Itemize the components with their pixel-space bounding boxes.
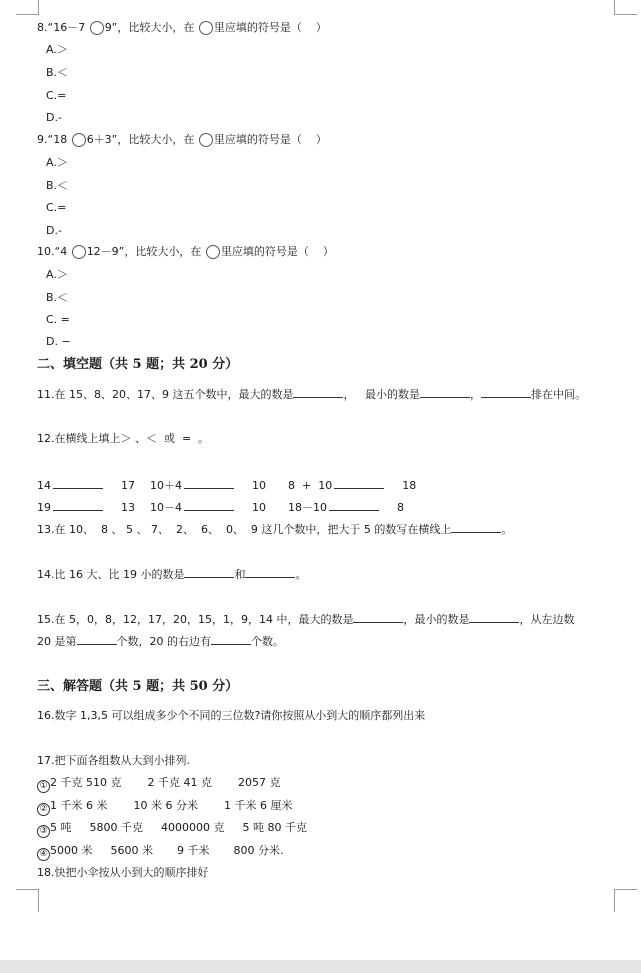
q8-text-b: 9”，比较大小，在 <box>104 21 198 34</box>
question-15-line-2 <box>37 633 284 650</box>
q17-item: 9 千米 <box>177 844 210 857</box>
question-16: 16.数字 1,3,5 可以组成多少个不同的三位数?请你按照从小到大的顺序都列出来 <box>37 709 426 722</box>
answer-blank[interactable] <box>53 499 103 511</box>
q17-item: 5 吨 80 千克 <box>242 821 307 834</box>
circle-blank <box>72 245 86 259</box>
q17-row <box>37 843 284 861</box>
question-12: 12.在横线上填上＞ 、＜ 或 = 。 <box>37 432 210 445</box>
answer-blank[interactable] <box>184 566 234 578</box>
q17-item: 5800 千克 <box>89 821 143 834</box>
q11-text-c: ， <box>469 388 481 401</box>
answer-blank[interactable] <box>353 611 403 623</box>
q12-compare-item <box>288 477 416 494</box>
q9-text-b: 6＋3”，比较大小，在 <box>86 133 198 146</box>
q12-right-value: 8 <box>397 501 404 514</box>
q8-text-c: 里应填的符号是（ ） <box>213 21 327 34</box>
q17-item: 10 米 6 分米 <box>133 799 198 812</box>
q17-item: 5 吨 <box>50 821 72 834</box>
q12-right-value: 18 <box>402 479 417 492</box>
q12-right-value: 17 <box>121 479 135 492</box>
viewer-bottom-bar <box>0 960 641 973</box>
q11-text-d: 排在中间。 <box>530 388 586 401</box>
q11-text-b: ， 最小的数是 <box>343 388 420 401</box>
answer-blank[interactable] <box>245 566 295 578</box>
crop-mark-top-right <box>614 0 637 15</box>
q10-text-c: 里应填的符号是（ ） <box>220 245 334 258</box>
q17-item: 1 千米 6 厘米 <box>224 799 293 812</box>
answer-blank[interactable] <box>481 386 531 398</box>
q8-option-c: C.= <box>46 89 67 102</box>
answer-blank[interactable] <box>184 477 234 489</box>
section-2-heading: 二、填空题（共 5 题；共 20 分） <box>37 357 239 372</box>
q9-text-a: 9.“18 <box>37 133 71 146</box>
answer-blank[interactable] <box>77 633 117 645</box>
q17-item: 1 千米 6 米 <box>50 799 108 812</box>
q14-text-a: 14.比 16 大、比 19 小的数是 <box>37 568 185 581</box>
answer-blank[interactable] <box>469 611 519 623</box>
circled-number: ② <box>37 803 50 816</box>
q8-option-b: B.＜ <box>46 66 69 79</box>
q17-item: 5600 米 <box>110 844 153 857</box>
q14-text-b: 和 <box>234 568 246 581</box>
q10-text-a: 10.“4 <box>37 245 71 258</box>
q17-row <box>37 820 307 838</box>
q12-compare-item <box>150 477 266 494</box>
q12-left-value: 10－4 <box>150 501 182 514</box>
q12-left-value: 18－10 <box>288 501 327 514</box>
q17-item: 5000 米 <box>50 844 93 857</box>
q9-option-b: B.＜ <box>46 179 69 192</box>
crop-mark-bottom-left <box>16 889 39 912</box>
q17-item: 2 千克 41 克 <box>147 776 212 789</box>
question-9 <box>37 132 327 148</box>
q12-left-value: 14 <box>37 479 51 492</box>
circled-number: ① <box>37 780 50 793</box>
question-15-line-1 <box>37 611 574 628</box>
crop-mark-top-left <box>16 0 39 15</box>
question-8 <box>37 20 327 36</box>
q10-option-c: C. = <box>46 313 70 326</box>
question-10 <box>37 244 334 260</box>
q17-row <box>37 775 280 793</box>
q9-option-a: A.＞ <box>46 156 68 169</box>
answer-blank[interactable] <box>293 386 343 398</box>
answer-blank[interactable] <box>184 499 234 511</box>
q10-option-b: B.＜ <box>46 291 69 304</box>
q13-text-a: 13.在 10、 8 、 5 、 7、 2、 6、 0、 9 这几个数中，把大于 5 的数写在横线上 <box>37 523 452 536</box>
crop-mark-bottom-right <box>614 889 637 912</box>
q9-option-d: D.- <box>46 224 62 237</box>
section-3-heading: 三、解答题（共 5 题；共 50 分） <box>37 679 239 694</box>
question-17: 17.把下面各组数从大到小排列. <box>37 754 190 767</box>
question-13 <box>37 521 512 538</box>
circle-blank <box>199 21 213 35</box>
circle-blank <box>90 21 104 35</box>
circled-number: ③ <box>37 825 50 838</box>
q15-text-e: 个数，20 的右边有 <box>116 635 211 648</box>
q12-compare-item <box>150 499 266 516</box>
q15-text-f: 个数。 <box>251 635 284 648</box>
q12-right-value: 10 <box>252 479 266 492</box>
q12-compare-item <box>37 499 135 516</box>
q10-option-a: A.＞ <box>46 268 68 281</box>
q8-text-a: 8.“16－7 <box>37 21 89 34</box>
q8-option-d: D.- <box>46 111 62 124</box>
q17-item: 4000000 克 <box>161 821 225 834</box>
q9-option-c: C.= <box>46 201 67 214</box>
question-14 <box>37 566 306 583</box>
answer-blank[interactable] <box>451 521 501 533</box>
q9-text-c: 里应填的符号是（ ） <box>213 133 327 146</box>
answer-blank[interactable] <box>53 477 103 489</box>
circle-blank <box>199 133 213 147</box>
q15-text-c: ，从左边数 <box>519 613 575 626</box>
q12-left-value: 19 <box>37 501 51 514</box>
q13-text-b: 。 <box>501 523 513 536</box>
q12-left-value: 10＋4 <box>150 479 182 492</box>
answer-blank[interactable] <box>329 499 379 511</box>
question-11 <box>37 386 586 403</box>
q14-text-c: 。 <box>295 568 307 581</box>
q15-text-a: 15.在 5，0，8，12，17，20，15，1，9，14 中，最大的数是 <box>37 613 354 626</box>
q8-option-a: A.＞ <box>46 43 68 56</box>
q10-option-d: D. − <box>46 335 71 348</box>
circled-number: ④ <box>37 848 50 861</box>
question-18: 18.快把小伞按从小到大的顺序排好 <box>37 866 209 879</box>
q17-item: 2057 克 <box>237 776 281 789</box>
q17-row <box>37 798 293 816</box>
q15-text-d: 20 是第 <box>37 635 77 648</box>
answer-blank[interactable] <box>420 386 470 398</box>
q17-item: 800 分米. <box>233 844 284 857</box>
circle-blank <box>72 133 86 147</box>
circle-blank <box>206 245 220 259</box>
q12-right-value: 10 <box>252 501 266 514</box>
q10-text-b: 12－9”，比较大小，在 <box>86 245 205 258</box>
q12-compare-item <box>288 499 404 516</box>
answer-blank[interactable] <box>334 477 384 489</box>
q17-item: 2 千克 510 克 <box>50 776 122 789</box>
q12-left-value: 8 + 10 <box>288 479 333 492</box>
q15-text-b: ，最小的数是 <box>403 613 470 626</box>
q12-compare-item <box>37 477 135 494</box>
q11-text-a: 11.在 15、8、20、17、9 这五个数中，最大的数是 <box>37 388 294 401</box>
answer-blank[interactable] <box>211 633 251 645</box>
q12-right-value: 13 <box>121 501 135 514</box>
